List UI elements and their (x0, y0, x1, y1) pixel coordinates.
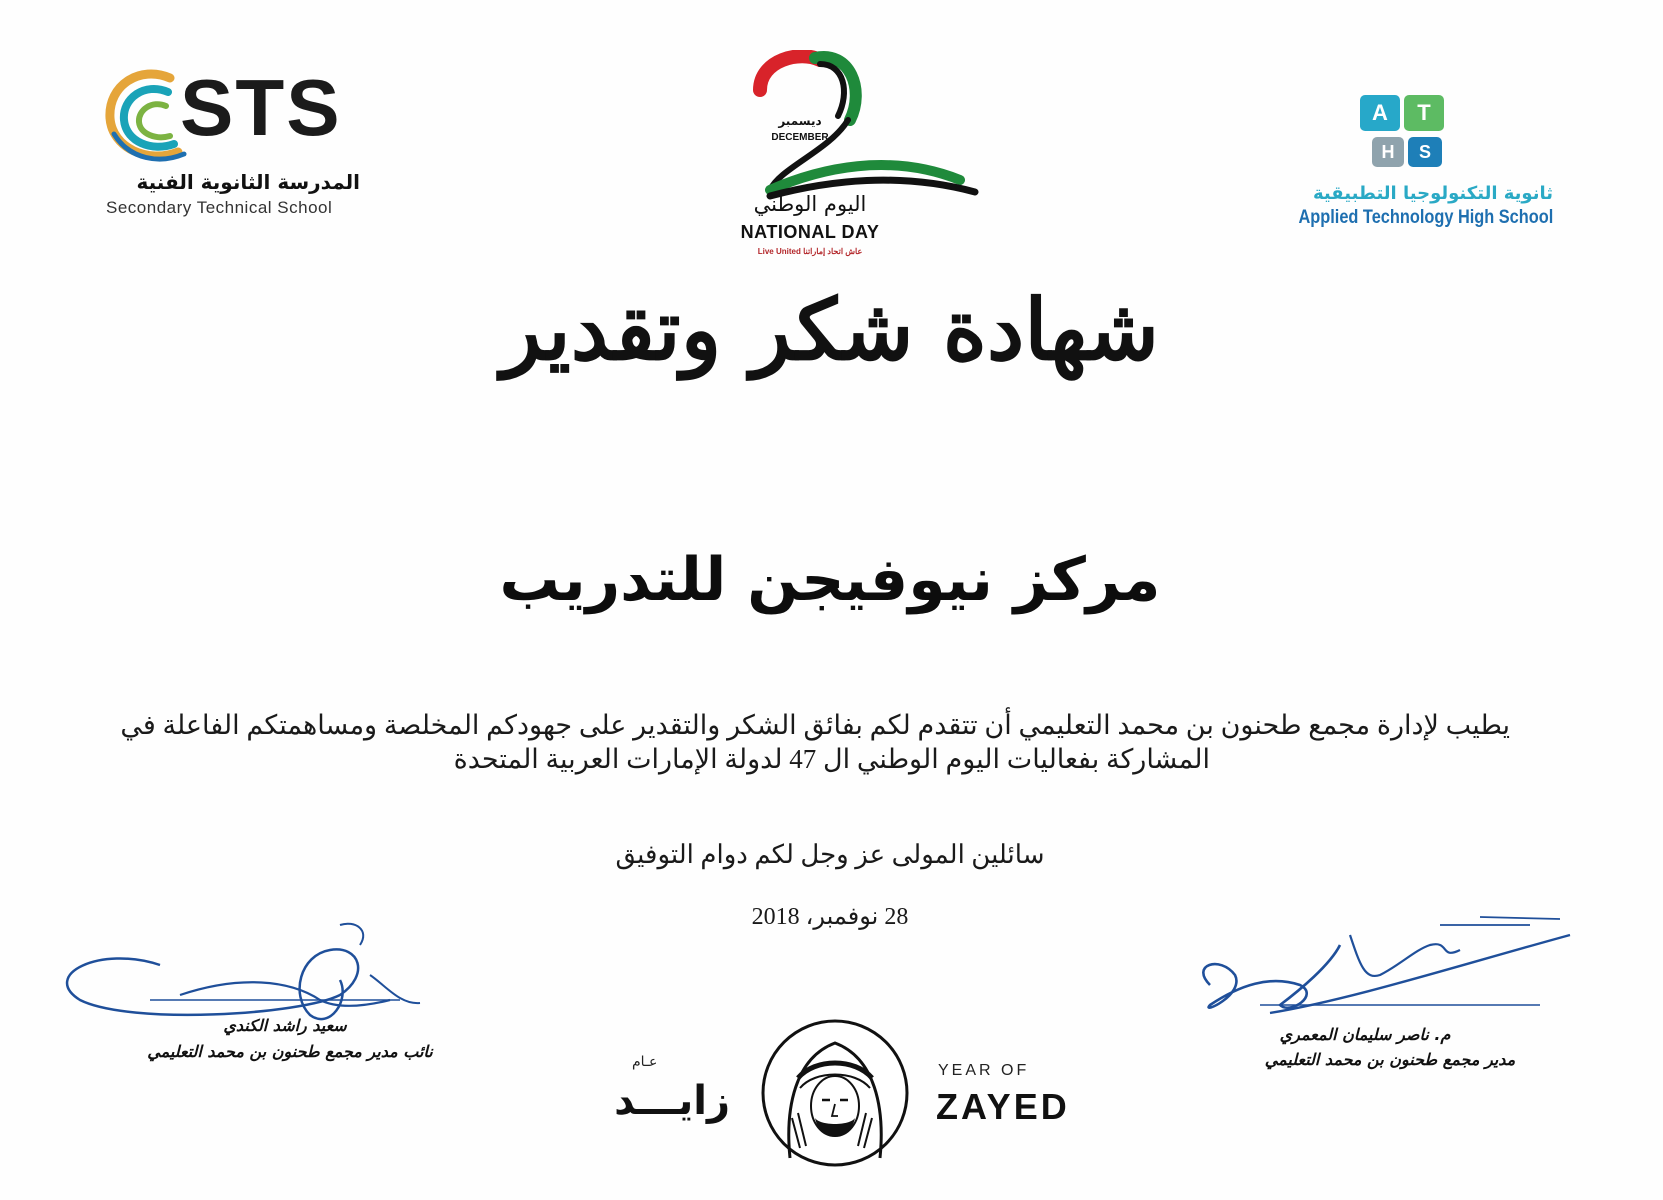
sts-logo (100, 60, 370, 230)
aths-tile-a: A (1360, 95, 1400, 131)
recipient-name: مركز نيوفيجن للتدريب (499, 545, 1161, 615)
closing-prayer: سائلين المولى عز وجل لكم دوام التوفيق (615, 840, 1045, 869)
national-day-tagline: Live United عاش اتحاد إماراتنا (757, 247, 863, 256)
zayed-name-arabic: زايـــد (614, 1078, 730, 1124)
national-day-title-english: NATIONAL DAY (740, 222, 880, 242)
left-signatory-name: سعيد راشد الكندي (223, 1016, 347, 1035)
right-signature-icon (1180, 905, 1580, 1035)
zayed-portrait-icon (760, 1018, 910, 1168)
right-signatory-name: م. ناصر سليمان المعمري (1279, 1025, 1451, 1044)
year-of-zayed-emblem (580, 1018, 1100, 1168)
sts-name-english: Secondary Technical School (106, 198, 333, 217)
national-day-title-arabic: اليوم الوطني (753, 192, 867, 216)
national-day-month-arabic: ديسمبر (778, 114, 822, 128)
certificate-body (120, 708, 1510, 776)
sts-letters: STS (180, 63, 342, 152)
aths-tile-s: S (1408, 137, 1442, 167)
sts-name-arabic: المدرسة الثانوية الفنية (136, 170, 360, 194)
right-signatory-role: مدير مجمع طحنون بن محمد التعليمي (1264, 1050, 1516, 1069)
body-line-1: يطيب لإدارة مجمع طحنون بن محمد التعليمي أن تتقدم لكم بفائق الشكر والتقدير على جهودكم المخلصة ومساهمتكم الفاعلة في (120, 710, 1510, 740)
national-day-logo (720, 40, 1000, 275)
aths-name-english: Applied Technology High School (1298, 207, 1553, 228)
aths-logo (1268, 95, 1558, 235)
aths-name-arabic: ثانوية التكنولوجيا التطبيقية (1313, 183, 1553, 204)
certificate-title: شهادة شكر وتقدير (501, 280, 1159, 379)
national-day-month-english: DECEMBER (771, 132, 829, 143)
zayed-year-arabic-small: عـام (632, 1054, 658, 1070)
body-line-2: المشاركة بفعاليات اليوم الوطني ال 47 لدولة الإمارات العربية المتحدة (453, 744, 1210, 774)
national-day-ribbon-icon (740, 50, 990, 210)
aths-tile-h: H (1372, 137, 1404, 167)
certificate-date: 28 نوفمبر، 2018 (751, 904, 909, 930)
left-signatory-role: نائب مدير مجمع طحنون بن محمد التعليمي (147, 1042, 433, 1061)
zayed-year-of-label: YEAR OF (938, 1062, 1030, 1079)
zayed-name-english: ZAYED (936, 1086, 1070, 1127)
aths-tile-t: T (1404, 95, 1444, 131)
